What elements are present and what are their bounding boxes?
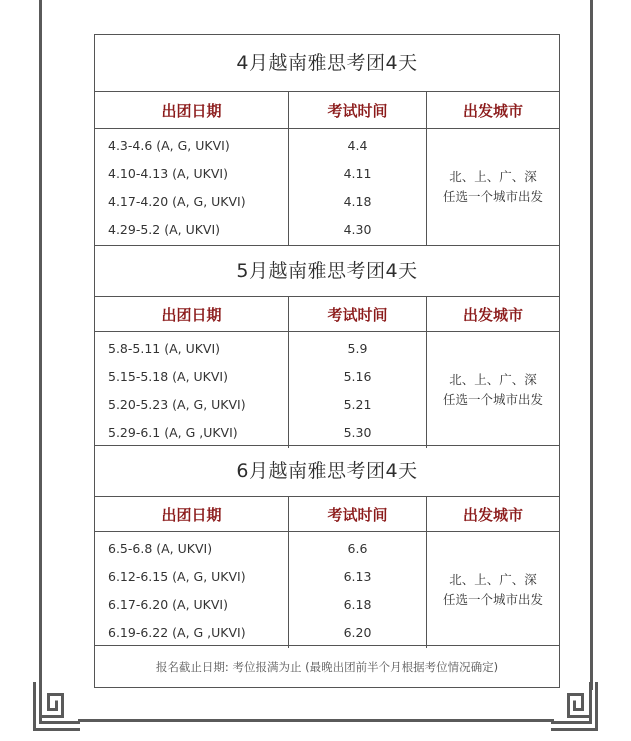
city-note: 任选一个城市出发 — [442, 392, 543, 407]
table-body — [95, 532, 559, 648]
departure-date: 4.3-4.6 (A, G, UKVI) — [108, 137, 230, 153]
departure-date: 6.12-6.15 (A, G, UKVI) — [108, 568, 246, 584]
exam-date: 5.21 — [343, 396, 372, 412]
fret-corner-ornament-left — [32, 682, 82, 732]
exam-date-column — [289, 332, 427, 448]
departure-date: 6.17-6.20 (A, UKVI) — [108, 596, 228, 612]
departure-date: 5.15-5.18 (A, UKVI) — [108, 368, 228, 384]
header-exam-date: 考试时间 — [289, 497, 427, 531]
city-list: 北、上、广、深 — [449, 372, 537, 387]
header-departure-date: 出团日期 — [95, 497, 289, 531]
header-departure-date: 出团日期 — [95, 297, 289, 331]
section-title: 6月越南雅思考团4天 — [95, 445, 559, 497]
departure-date: 5.29-6.1 (A, G ,UKVI) — [108, 424, 238, 440]
header-departure-city: 出发城市 — [462, 505, 523, 524]
section-title: 4月越南雅思考团4天 — [95, 35, 559, 92]
departure-date-column — [95, 532, 289, 648]
departure-date: 6.5-6.8 (A, UKVI) — [108, 540, 213, 556]
city-note: 任选一个城市出发 — [442, 592, 543, 607]
fret-corner-ornament-right — [549, 682, 599, 732]
city-list: 北、上、广、深 — [449, 169, 537, 184]
departure-date: 6.19-6.22 (A, G ,UKVI) — [108, 624, 246, 640]
exam-date: 5.30 — [343, 424, 372, 440]
departure-date: 4.17-4.20 (A, G, UKVI) — [108, 193, 246, 209]
exam-date: 4.4 — [347, 137, 368, 153]
departure-date: 5.8-5.11 (A, UKVI) — [108, 340, 221, 356]
exam-date: 5.16 — [343, 368, 372, 384]
frame-border-right — [590, 0, 593, 690]
table-header — [95, 297, 559, 332]
departure-city-cell — [427, 532, 559, 648]
section-june — [95, 445, 559, 645]
header-exam-date: 考试时间 — [289, 92, 427, 128]
departure-date-column — [95, 332, 289, 448]
exam-date: 4.11 — [343, 165, 372, 181]
header-departure-city: 出发城市 — [462, 101, 523, 120]
section-may — [95, 245, 559, 445]
schedule-card — [94, 34, 560, 688]
frame-border-left — [39, 0, 42, 690]
section-title: 5月越南雅思考团4天 — [95, 245, 559, 297]
frame-border-bottom — [78, 719, 554, 722]
header-departure-city: 出发城市 — [462, 305, 523, 324]
exam-date: 4.30 — [343, 221, 372, 237]
exam-date: 6.6 — [347, 540, 368, 556]
exam-date: 6.20 — [343, 624, 372, 640]
departure-date-column — [95, 129, 289, 245]
exam-date: 4.18 — [343, 193, 372, 209]
exam-date-column — [289, 129, 427, 245]
header-departure-date: 出团日期 — [95, 92, 289, 128]
departure-city-cell — [427, 332, 559, 448]
table-header — [95, 497, 559, 532]
departure-city-cell — [427, 129, 559, 245]
departure-date: 4.10-4.13 (A, UKVI) — [108, 165, 228, 181]
city-note: 任选一个城市出发 — [442, 189, 543, 204]
table-body — [95, 332, 559, 448]
table-header — [95, 92, 559, 129]
header-exam-date: 考试时间 — [289, 297, 427, 331]
exam-date: 5.9 — [347, 340, 368, 356]
registration-deadline-note: 报名截止日期: 考位报满为止 (最晚出团前半个月根据考位情况确定) — [95, 645, 559, 688]
exam-date: 6.18 — [343, 596, 372, 612]
departure-date: 5.20-5.23 (A, G, UKVI) — [108, 396, 246, 412]
departure-date: 4.29-5.2 (A, UKVI) — [108, 221, 221, 237]
exam-date-column — [289, 532, 427, 648]
exam-date: 6.13 — [343, 568, 372, 584]
city-list: 北、上、广、深 — [449, 572, 537, 587]
section-april — [95, 35, 559, 245]
table-body — [95, 129, 559, 245]
